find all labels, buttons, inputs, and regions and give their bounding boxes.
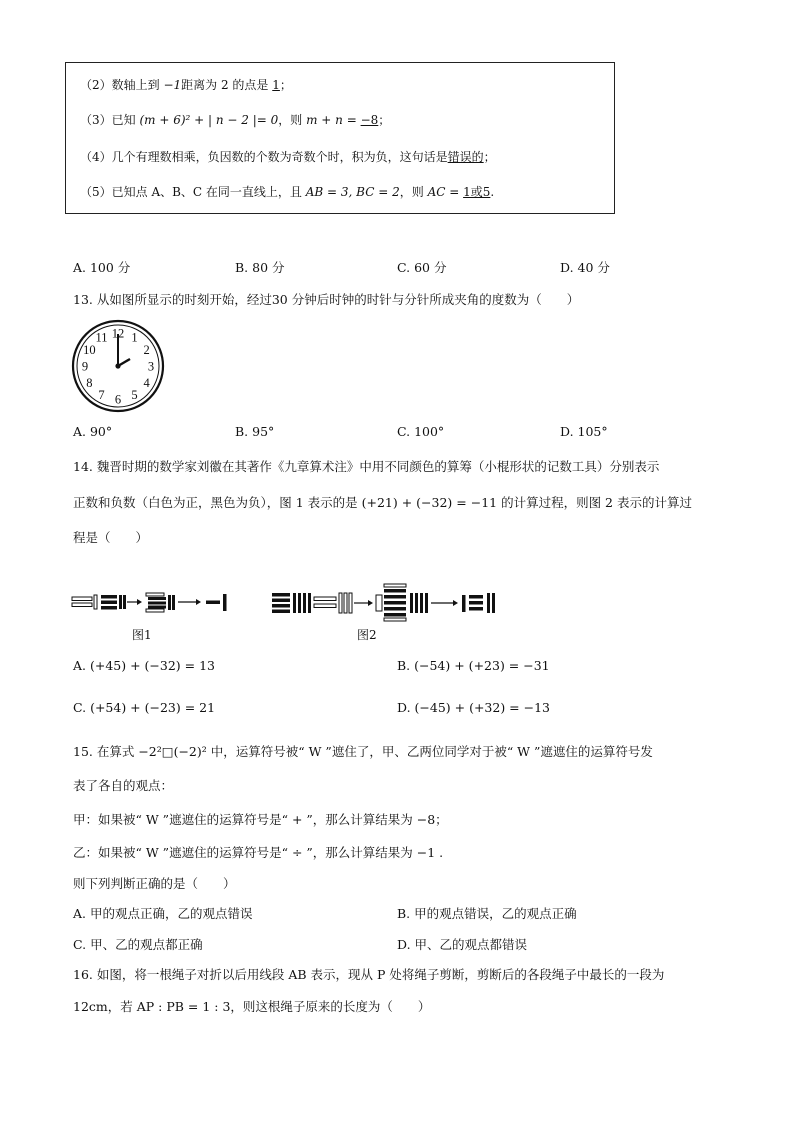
- q15-option-c[interactable]: C. 甲、乙的观点都正确: [73, 937, 203, 952]
- clock-numeral-3: 3: [147, 359, 155, 374]
- q15-options-row-1: [73, 904, 713, 922]
- clock-numeral-4: 4: [143, 375, 150, 390]
- clock-numeral-11: 11: [95, 330, 108, 345]
- clock-numeral-9: 9: [81, 359, 89, 374]
- box-line-2: （2）数轴上到 −1距离为 2 的点是 1；: [80, 78, 292, 92]
- box-line-4: （4）几个有理数相乘，负因数的个数为奇数个时，积为负，这句话是错误的；: [80, 150, 496, 164]
- clock-center: [115, 363, 120, 368]
- q14-option-b[interactable]: B. (−54) + (+23) = −31: [397, 658, 550, 673]
- q15-line-4: 乙：如果被“ W ”遮遮住的运算符号是“ ÷ ”，那么计算结果为 −1 .: [73, 845, 444, 860]
- q14-options-row-1: [73, 658, 713, 676]
- q13-options: [73, 424, 713, 442]
- q14-line-3: 程是（ ）: [73, 530, 149, 545]
- clock-numeral-7: 7: [98, 387, 105, 402]
- answer-box: [65, 62, 615, 214]
- q12-options: [73, 258, 713, 276]
- q15-options-row-2: [73, 935, 713, 953]
- clock-numeral-1: 1: [131, 330, 138, 345]
- clock-numeral-8: 8: [86, 375, 93, 390]
- box-line-5: （5）已知点 A、B、C 在同一直线上，且 AB = 3, BC = 2，则 AC = 1或5.: [80, 185, 495, 199]
- q16-line-1: 16. 如图，将一根绳子对折以后用线段 AB 表示，现从 P 处将绳子剪断，剪断后的各段绳子中最长的一段为: [73, 967, 665, 982]
- q15-option-b[interactable]: B. 甲的观点错误，乙的观点正确: [397, 906, 577, 921]
- q13-option-d[interactable]: D. 105°: [560, 424, 608, 439]
- q15-line-1: 15. 在算式 −2²□(−2)² 中，运算符号被“ W ”遮住了，甲、乙两位同学对于被“ W ”遮遮住的运算符号发: [73, 744, 653, 759]
- q13-option-c[interactable]: C. 100°: [397, 424, 445, 439]
- clock-numeral-6: 6: [114, 392, 122, 407]
- clock-numeral-12: 12: [111, 326, 125, 341]
- clock-numeral-5: 5: [131, 387, 138, 402]
- q13-stem: 13. 从如图所显示的时刻开始，经过30 分钟后时钟的时针与分针所成夹角的度数为（ ）: [73, 292, 580, 307]
- q15-line-3: 甲：如果被“ W ”遮遮住的运算符号是“ + ”，那么计算结果为 −8；: [73, 812, 448, 827]
- q15-line-5: 则下列判断正确的是（ ）: [73, 876, 236, 891]
- q12-option-d[interactable]: D. 40 分: [560, 260, 610, 275]
- figure-2-counting-rods: [270, 583, 510, 623]
- clock-numeral-10: 10: [83, 342, 96, 357]
- figure-1-caption: 图1: [132, 628, 152, 642]
- figure-2-caption: 图2: [357, 628, 377, 642]
- q15-line-2: 表了各自的观点：: [73, 778, 174, 793]
- q14-option-a[interactable]: A. (+45) + (−32) = 13: [73, 658, 215, 673]
- q14-line-2: 正数和负数（白色为正，黑色为负），图 1 表示的是 (+21) + (−32) = −11 的计算过程，则图 2 表示的计算过: [73, 495, 692, 510]
- clock-figure: [70, 318, 166, 414]
- q14-option-c[interactable]: C. (+54) + (−23) = 21: [73, 700, 216, 715]
- q13-option-a[interactable]: A. 90°: [73, 424, 113, 439]
- q14-options-row-2: [73, 700, 713, 718]
- clock-numeral-2: 2: [143, 342, 150, 357]
- q12-option-a[interactable]: A. 100 分: [73, 260, 131, 275]
- box-line-3: （3）已知 (m + 6)² + | n − 2 |= 0，则 m + n = −8；: [80, 113, 391, 127]
- q12-option-b[interactable]: B. 80 分: [235, 260, 285, 275]
- q15-option-d[interactable]: D. 甲、乙的观点都错误: [397, 937, 528, 952]
- figure-1-counting-rods: [70, 590, 250, 624]
- q14-line-1: 14. 魏晋时期的数学家刘徽在其著作《九章算术注》中用不同颜色的算筹（小棍形状的记数工具）分别表示: [73, 459, 660, 474]
- q14-option-d[interactable]: D. (−45) + (+32) = −13: [397, 700, 551, 715]
- q13-option-b[interactable]: B. 95°: [235, 424, 275, 439]
- q12-option-c[interactable]: C. 60 分: [397, 260, 447, 275]
- q15-option-a[interactable]: A. 甲的观点正确，乙的观点错误: [73, 906, 253, 921]
- q16-line-2: 12cm，若 AP : PB = 1 : 3，则这根绳子原来的长度为（ ）: [73, 999, 431, 1014]
